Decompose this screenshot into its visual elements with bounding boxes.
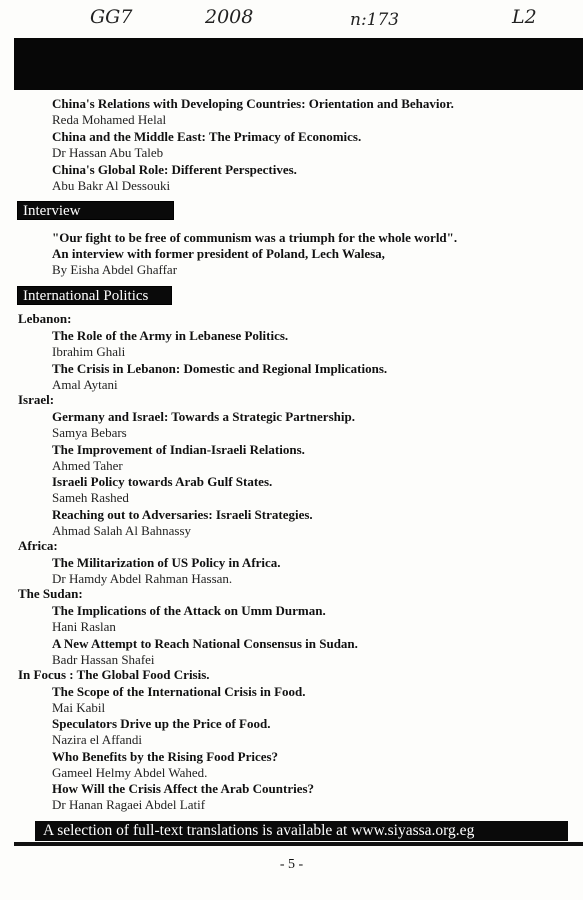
article-author: Ibrahim Ghali <box>52 344 126 359</box>
article-title: The Role of the Army in Lebanese Politics. <box>52 328 289 343</box>
article-title: Who Benefits by the Rising Food Prices? <box>52 749 279 764</box>
article-author: Reda Mohamed Helal <box>52 112 167 127</box>
article-author: Mai Kabil <box>52 700 106 715</box>
article-title: China's Relations with Developing Countries: Orientation and Behavior. <box>52 96 454 111</box>
header-band <box>14 38 583 90</box>
article-author: Nazira el Affandi <box>52 732 142 747</box>
region-label-sudan: The Sudan: <box>18 586 83 601</box>
handwritten-year: 2008 <box>205 6 254 28</box>
article-author: Ahmad Salah Al Bahnassy <box>52 523 192 538</box>
article-author: Abu Bakr Al Dessouki <box>52 178 171 193</box>
article-author: Sameh Rashed <box>52 490 129 505</box>
handwritten-issue: n:173 <box>350 10 400 30</box>
handwritten-note: GG7 <box>90 6 133 28</box>
region-label-in-focus: In Focus : The Global Food Crisis. <box>18 667 210 682</box>
article-author: Badr Hassan Shafei <box>52 652 155 667</box>
article-author: Hani Raslan <box>52 619 116 634</box>
article-title: How Will the Crisis Affect the Arab Countries? <box>52 781 315 796</box>
interview-quote: "Our fight to be free of communism was a triumph for the whole world". <box>52 230 458 245</box>
footer-banner: A selection of full-text translations is available at www.siyassa.org.eg <box>35 821 568 841</box>
handwritten-mark: L2 <box>512 6 537 28</box>
article-title: The Crisis in Lebanon: Domestic and Regional Implications. <box>52 361 388 376</box>
region-label-israel: Israel: <box>18 392 55 407</box>
section-heading-international-politics: International Politics <box>17 286 172 305</box>
article-title: The Improvement of Indian-Israeli Relations. <box>52 442 305 457</box>
article-title: Reaching out to Adversaries: Israeli Strategies. <box>52 507 313 522</box>
article-title: The Implications of the Attack on Umm Durman. <box>52 603 326 618</box>
article-title: Germany and Israel: Towards a Strategic Partnership. <box>52 409 355 424</box>
region-label-lebanon: Lebanon: <box>18 311 72 326</box>
article-title: China and the Middle East: The Primacy of Economics. <box>52 129 362 144</box>
article-author: Ahmed Taher <box>52 458 123 473</box>
article-title: Speculators Drive up the Price of Food. <box>52 716 271 731</box>
article-author: Dr Hanan Ragaei Abdel Latif <box>52 797 206 812</box>
article-title: Israeli Policy towards Arab Gulf States. <box>52 474 273 489</box>
article-author: Dr Hamdy Abdel Rahman Hassan. <box>52 571 233 586</box>
article-title: The Militarization of US Policy in Africa. <box>52 555 281 570</box>
article-author: Samya Bebars <box>52 425 127 440</box>
article-title: The Scope of the International Crisis in Food. <box>52 684 306 699</box>
article-title: China's Global Role: Different Perspectives. <box>52 162 297 177</box>
section-heading-interview: Interview <box>17 201 174 220</box>
page-number: - 5 - <box>279 857 304 872</box>
interview-byline: By Eisha Abdel Ghaffar <box>52 262 178 277</box>
article-author: Amal Aytani <box>52 377 118 392</box>
article-author: Dr Hassan Abu Taleb <box>52 145 164 160</box>
article-author: Gameel Helmy Abdel Wahed. <box>52 765 208 780</box>
interview-subtitle: An interview with former president of Poland, Lech Walesa, <box>52 246 385 261</box>
region-label-africa: Africa: <box>18 538 58 553</box>
footer-rule <box>14 842 583 846</box>
article-title: A New Attempt to Reach National Consensus in Sudan. <box>52 636 358 651</box>
